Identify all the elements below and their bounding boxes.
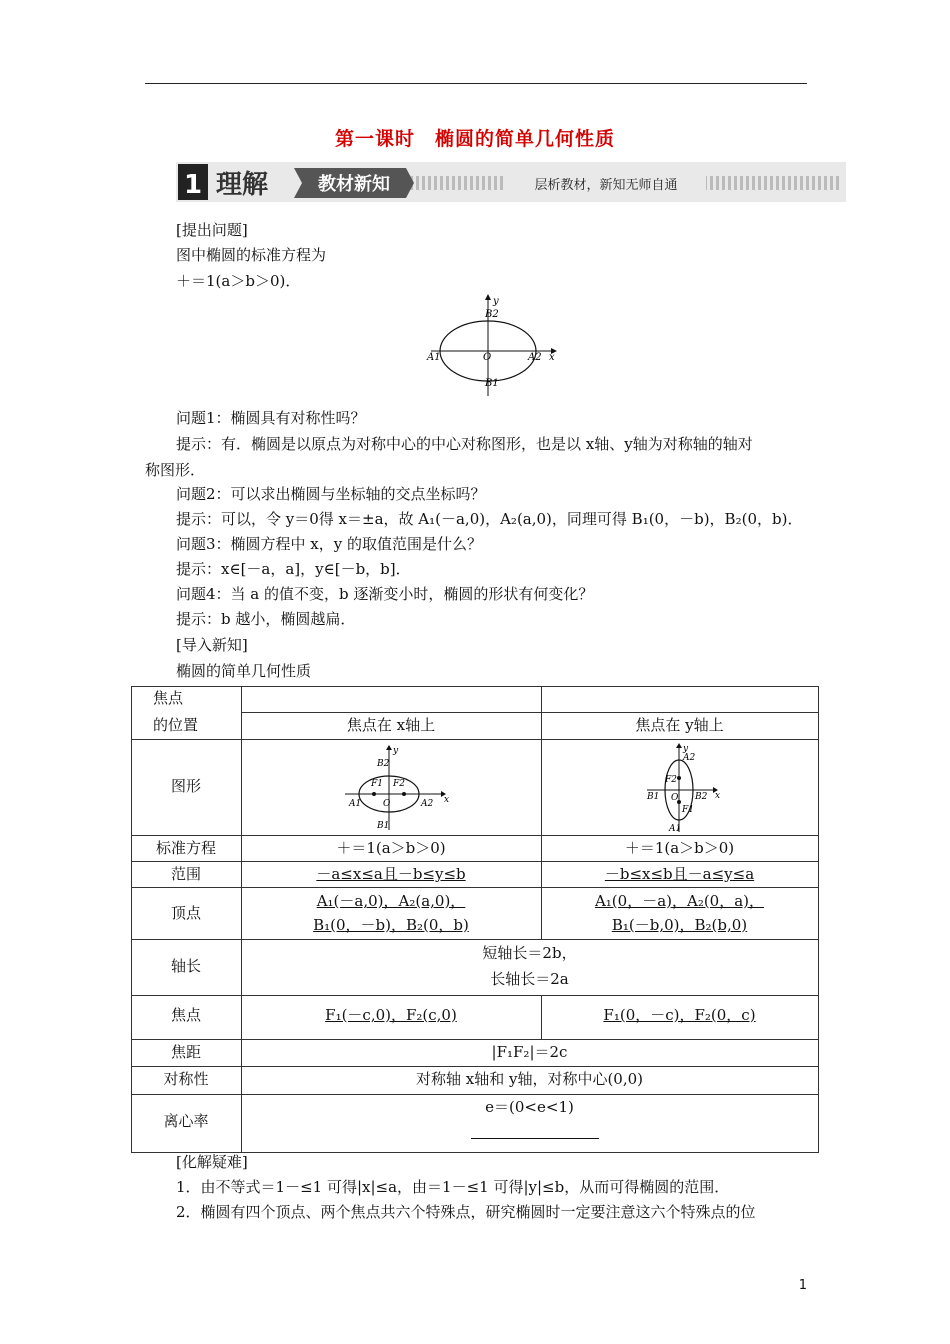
eccentricity: e＝(0<e<1) — [485, 1098, 574, 1116]
header-x-axis: 焦点在 x轴上 — [346, 716, 436, 734]
header-rule — [145, 83, 807, 84]
axis-short: 短轴长＝2b， — [482, 944, 577, 962]
svg-text:F2: F2 — [393, 779, 405, 789]
section-heading: [提出问题] — [176, 221, 248, 239]
banner-tagline: 层析教材，新知无师自通 — [534, 178, 678, 193]
svg-text:A2: A2 — [421, 799, 434, 809]
vertex-x-b: B₁(0，－b)，B₂(0，b) — [313, 916, 469, 934]
svg-text:A1: A1 — [349, 799, 362, 809]
b2-label: B2 — [485, 309, 499, 320]
ellipse-y-figure — [641, 742, 731, 834]
x-label: x — [549, 352, 555, 363]
answer-3: 提示：x∈[－a，a]，y∈[－b，b]． — [176, 560, 411, 578]
banner-number: 1 — [183, 170, 203, 200]
svg-text:x: x — [715, 791, 721, 801]
svg-text:y: y — [393, 746, 399, 756]
focal-distance: |F₁F₂|＝2c — [491, 1043, 568, 1061]
intro-text: 图中椭圆的标准方程为 — [176, 246, 327, 264]
svg-text:F1: F1 — [682, 805, 694, 815]
focus-y: F₁(0，－c)，F₂(0，c) — [603, 1006, 756, 1024]
intro-equation: ＋＝1(a＞b＞0)． — [176, 272, 301, 290]
difficulty-1: 1．由不等式＝1－≤1 可得|x|≤a，由＝1－≤1 可得|y|≤b，从而可得椭圆的范围． — [176, 1178, 730, 1196]
svg-text:A2: A2 — [683, 753, 696, 763]
equation-x: ＋＝1(a＞b＞0) — [336, 839, 446, 857]
row-symmetry: 对称性 — [163, 1070, 209, 1088]
svg-text:x: x — [444, 795, 450, 805]
svg-text:A1: A1 — [669, 824, 682, 834]
focus-x: F₁(－c,0)，F₂(c,0) — [325, 1006, 457, 1024]
question-4: 问题4：当 a 的值不变，b 逐渐变小时，椭圆的形状有何变化？ — [176, 585, 594, 603]
svg-text:y: y — [683, 744, 689, 754]
svg-text:O: O — [383, 799, 391, 809]
range-x: －a≤x≤a且－b≤y≤b — [316, 865, 466, 883]
svg-text:F1: F1 — [371, 779, 383, 789]
svg-text:B2: B2 — [377, 759, 390, 769]
equation-y: ＋＝1(a＞b＞0) — [624, 839, 735, 857]
a1-label: A1 — [427, 352, 441, 363]
row-vertex: 顶点 — [170, 904, 201, 922]
vertex-y-b: B₁(－b,0)，B₂(b,0) — [611, 916, 748, 934]
svg-text:B2: B2 — [695, 792, 708, 802]
answer-1-cont: 称图形． — [145, 461, 206, 479]
page-number: 1 — [798, 1278, 807, 1293]
row-graph: 图形 — [170, 777, 201, 795]
vertex-y-a: A₁(0，－a)，A₂(0，a)， — [594, 892, 765, 910]
question-2: 问题2：可以求出椭圆与坐标轴的交点坐标吗？ — [176, 485, 486, 503]
row-axis: 轴长 — [170, 957, 201, 975]
axis-long: 长轴长＝2a — [490, 970, 569, 988]
symmetry: 对称轴 x轴和 y轴，对称中心(0,0) — [415, 1070, 644, 1088]
answer-1: 提示：有．椭圆是以原点为对称中心的中心对称图形，也是以 x轴、y轴为对称轴的轴对 — [176, 435, 753, 453]
svg-text:O: O — [671, 793, 679, 803]
section-banner — [176, 158, 846, 208]
svg-text:F2: F2 — [665, 775, 677, 785]
b1-label: B1 — [485, 378, 499, 389]
y-label: y — [493, 296, 499, 307]
range-y: －b≤x≤b且－a≤y≤a — [604, 865, 755, 883]
answer-4: 提示：b 越小，椭圆越扁． — [176, 610, 356, 628]
section-heading: [化解疑难] — [176, 1153, 248, 1171]
page-title: 第一课时 椭圆的简单几何性质 — [334, 128, 615, 150]
origin-label: O — [483, 352, 492, 363]
banner-sublabel: 教材新知 — [318, 174, 390, 195]
ellipse-x-figure — [341, 744, 451, 832]
row-focus: 焦点 — [170, 1006, 201, 1024]
svg-text:B1: B1 — [377, 821, 390, 831]
vertex-x-a: A₁(－a,0)，A₂(a,0)， — [316, 892, 466, 910]
header-position: 的位置 — [153, 716, 199, 734]
table-caption: 椭圆的简单几何性质 — [176, 662, 312, 680]
row-eccentricity: 离心率 — [163, 1112, 209, 1130]
section-heading: [导入新知] — [176, 636, 248, 654]
header-focus: 焦点 — [153, 689, 184, 707]
question-1: 问题1：椭圆具有对称性吗？ — [176, 409, 366, 427]
answer-blank-line — [471, 1138, 599, 1139]
row-range: 范围 — [170, 865, 201, 883]
header-y-axis: 焦点在 y轴上 — [635, 716, 724, 734]
answer-2: 提示：可以，令 y＝0得 x＝±a，故 A₁(－a,0)，A₂(a,0)，同理可得 B₁(0，－b)，B₂(0，b)． — [176, 510, 803, 528]
ellipse-figure — [425, 292, 560, 400]
properties-table — [131, 686, 819, 1153]
difficulty-2: 2．椭圆有四个顶点、两个焦点共六个特殊点，研究椭圆时一定要注意这六个特殊点的位 — [176, 1203, 756, 1221]
banner-label: 理解 — [216, 170, 269, 200]
svg-text:B1: B1 — [647, 792, 660, 802]
a2-label: A2 — [528, 352, 542, 363]
question-3: 问题3：椭圆方程中 x，y 的取值范围是什么？ — [176, 535, 483, 553]
row-equation: 标准方程 — [155, 839, 216, 857]
row-focal-distance: 焦距 — [170, 1043, 201, 1061]
